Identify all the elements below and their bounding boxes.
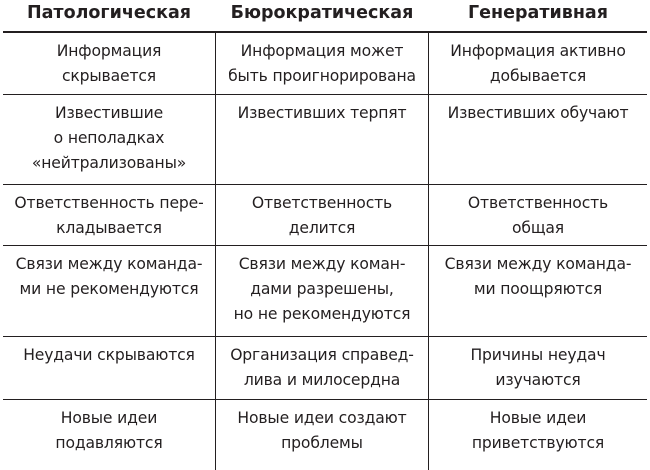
cell-text-line: Связи между команда-: [444, 255, 632, 273]
cell-pathological: [3, 185, 215, 245]
cell-text-line: Связи между команда-: [15, 255, 203, 273]
cell-text-line: но не рекомендуются: [233, 305, 411, 323]
cell-text-line: лива и милосердна: [243, 371, 401, 389]
cell-text-line: Связи между коман-: [238, 255, 406, 273]
table-header-row: [3, 0, 647, 31]
cell-bureaucratic: [215, 337, 429, 399]
cell-text-line: проблемы: [281, 434, 363, 452]
cell-text-line: быть проигнорирована: [228, 67, 416, 85]
cell-generative: [429, 95, 647, 184]
cell-text-line: общая: [511, 219, 565, 237]
cell-text-line: добывается: [489, 67, 587, 85]
header-generative: Генеративная: [468, 3, 608, 23]
cell-generative: [429, 337, 647, 399]
cell-text-line: Организация справед-: [230, 346, 414, 364]
cell-bureaucratic: [215, 400, 429, 470]
cell-text-line: Ответственность: [467, 194, 609, 212]
cell-text-line: Причины неудач: [470, 346, 606, 364]
cell-text-line: Ответственность: [251, 194, 393, 212]
cell-text-line: подавляются: [55, 434, 163, 452]
cell-pathological: [3, 337, 215, 399]
cell-pathological: [3, 95, 215, 184]
cell-text-line: дами разрешены,: [250, 280, 394, 298]
header-pathological: Патологическая: [26, 3, 192, 23]
cell-text-line: Известившие: [54, 104, 164, 122]
cell-text-line: Ответственность пере-: [14, 194, 204, 212]
table-row: [3, 337, 647, 400]
cell-generative: [429, 246, 647, 336]
cell-text-line: Новые идеи: [489, 409, 587, 427]
cell-text-line: делится: [288, 219, 356, 237]
cell-generative: [429, 185, 647, 245]
culture-types-table: [3, 0, 647, 470]
cell-text-line: ми поощряются: [473, 280, 603, 298]
table-row: [3, 400, 647, 470]
cell-text-line: Неудачи скрываются: [23, 346, 195, 364]
cell-pathological: [3, 400, 215, 470]
table-row: [3, 185, 647, 246]
cell-text-line: Информация активно: [450, 42, 626, 60]
table-row: [3, 246, 647, 337]
cell-bureaucratic: [215, 33, 429, 94]
cell-text-line: Известивших обучают: [447, 104, 629, 122]
cell-text-line: приветствуются: [471, 434, 605, 452]
cell-text-line: Информация может: [240, 42, 404, 60]
cell-text-line: Известивших терпят: [237, 104, 407, 122]
cell-bureaucratic: [215, 185, 429, 245]
cell-pathological: [3, 33, 215, 94]
cell-generative: [429, 33, 647, 94]
cell-text-line: о неполадках: [53, 129, 165, 147]
table-row: [3, 33, 647, 95]
cell-text-line: изучаются: [495, 371, 581, 389]
cell-text-line: Информация: [56, 42, 162, 60]
cell-text-line: «нейтрализованы»: [31, 154, 187, 172]
cell-text-line: ми не рекомендуются: [19, 280, 199, 298]
table-row: [3, 95, 647, 185]
cell-text-line: Новые идеи: [60, 409, 158, 427]
cell-generative: [429, 400, 647, 470]
cell-text-line: Новые идеи создают: [237, 409, 407, 427]
cell-bureaucratic: [215, 95, 429, 184]
cell-text-line: кладывается: [56, 219, 162, 237]
header-bureaucratic: Бюрократическая: [230, 3, 414, 23]
cell-pathological: [3, 246, 215, 336]
cell-text-line: скрывается: [61, 67, 157, 85]
cell-bureaucratic: [215, 246, 429, 336]
